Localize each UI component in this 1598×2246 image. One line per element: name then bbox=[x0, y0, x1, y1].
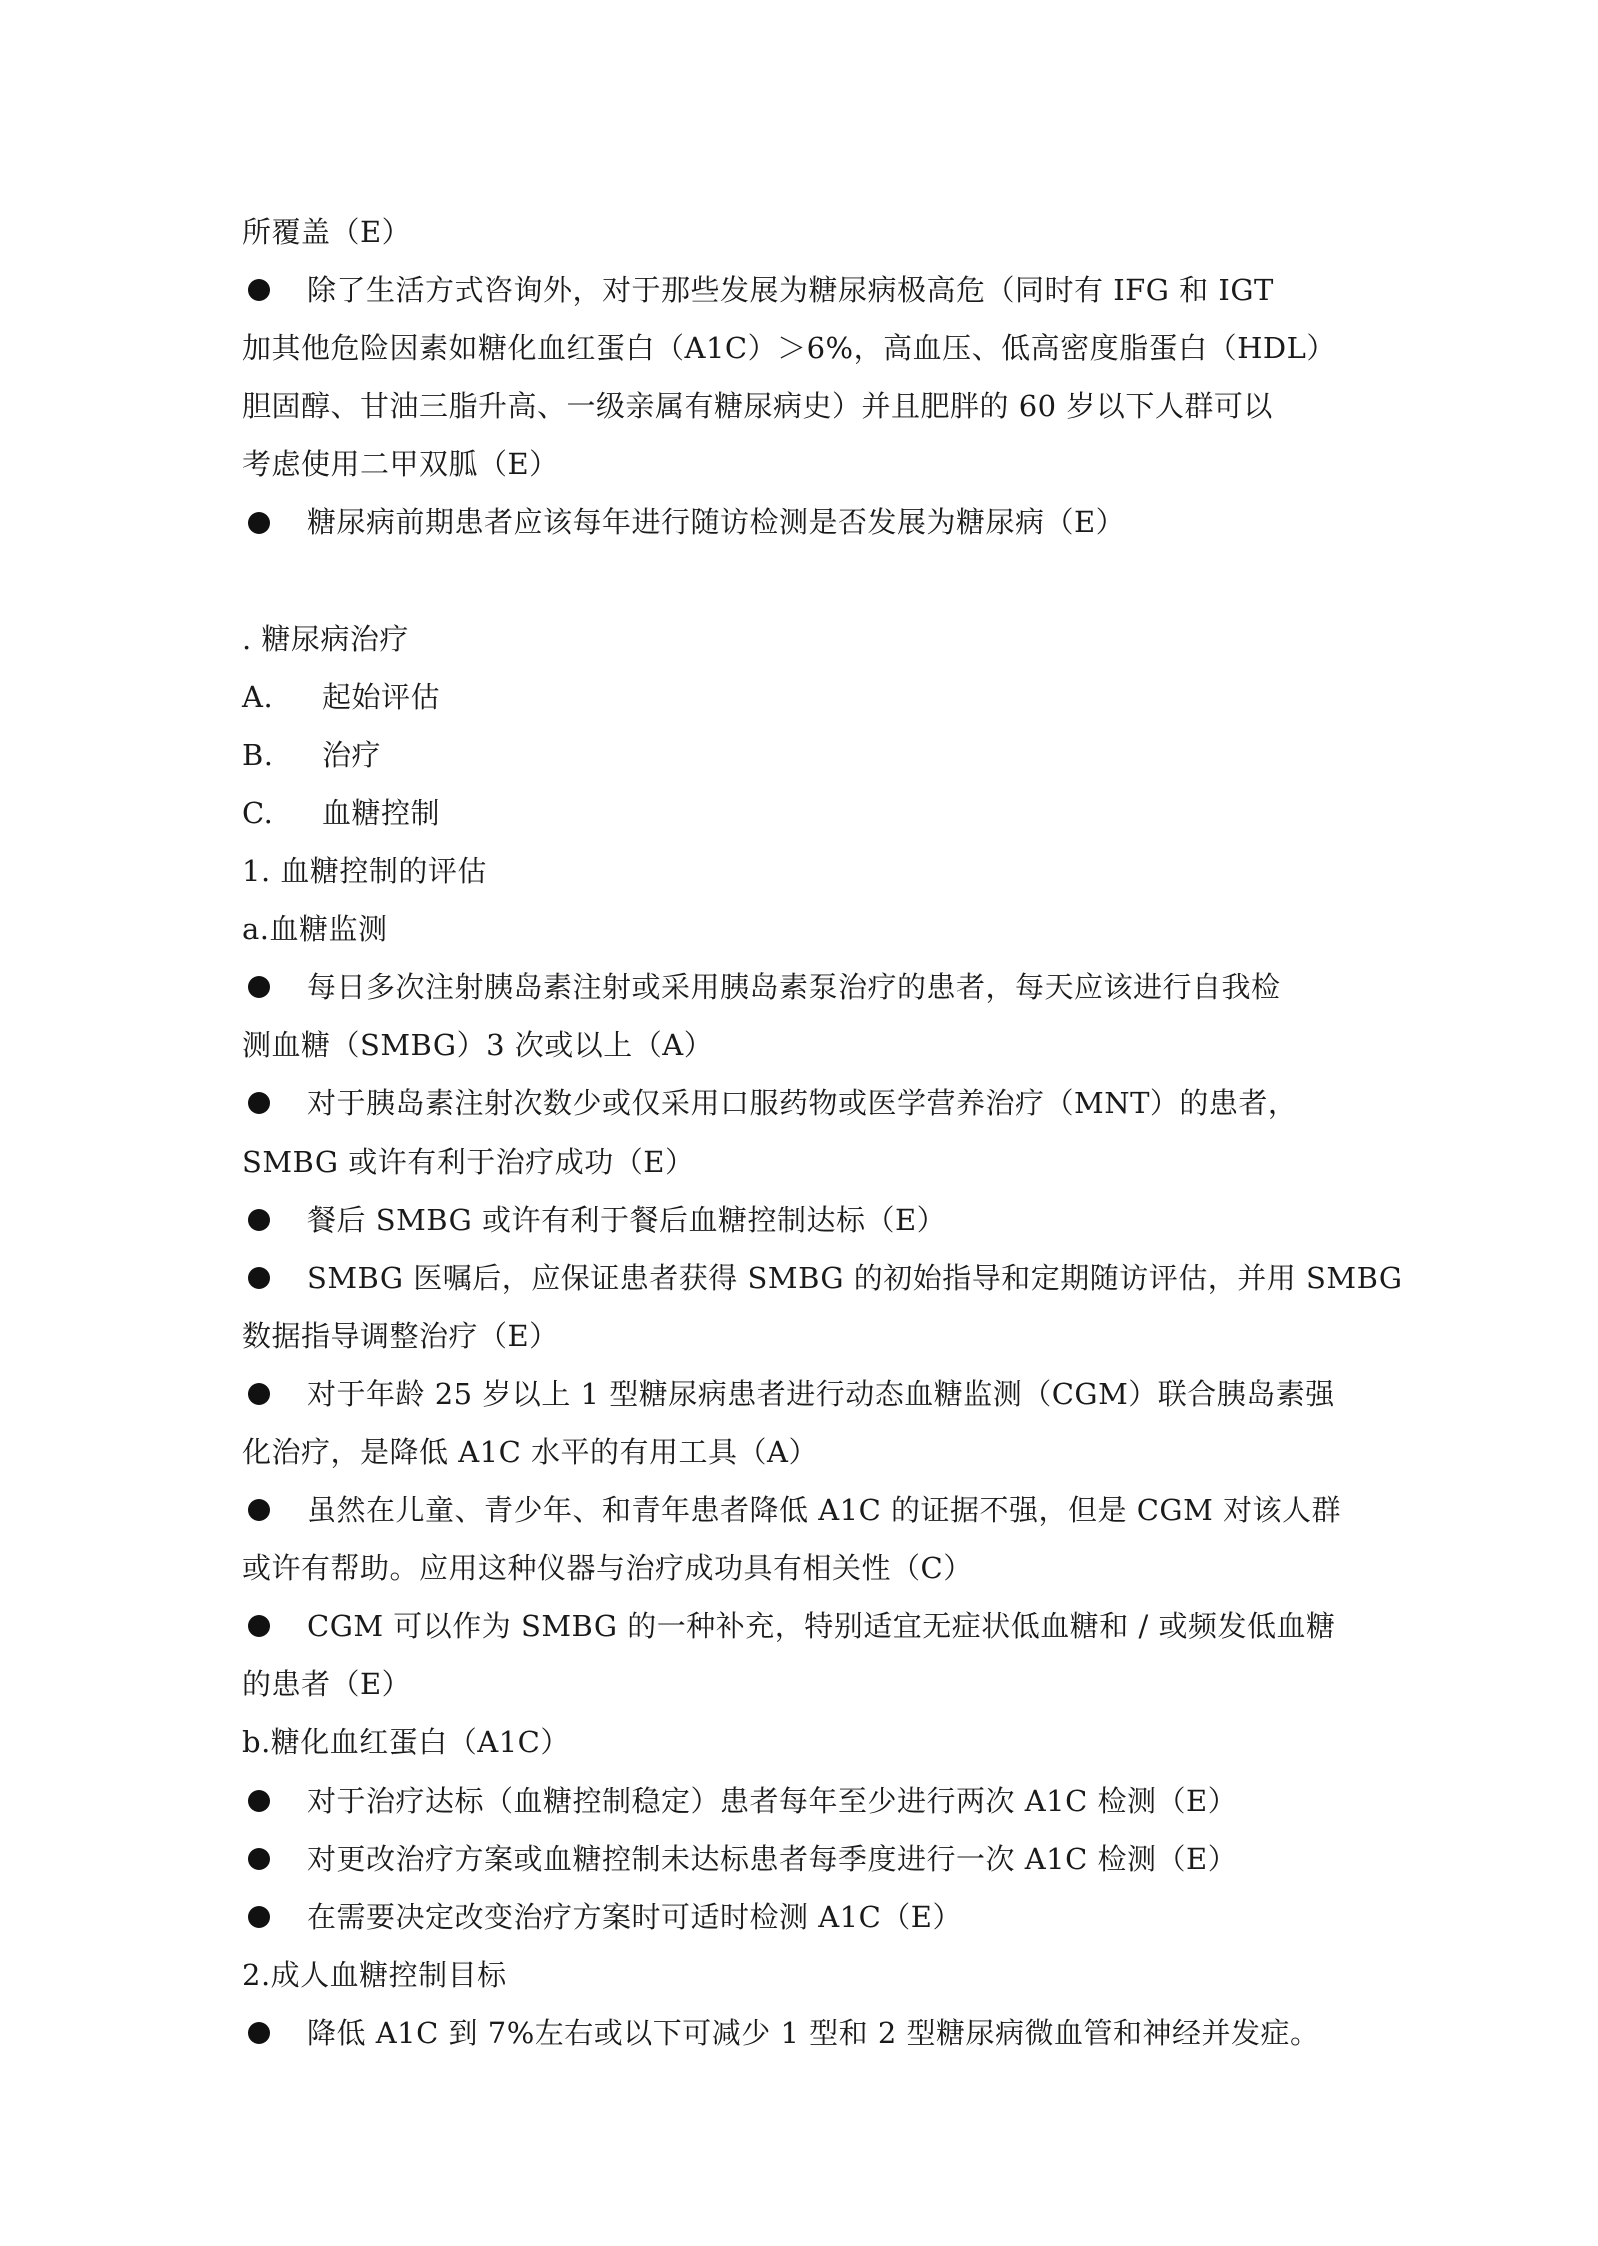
bullet-item bbox=[242, 1772, 1370, 1830]
bullet-text: 虽然在儿童、青少年、和青年患者降低 A1C 的证据不强，但是 CGM 对该人群 bbox=[307, 1493, 1342, 1528]
outline-text: 治疗 bbox=[322, 737, 382, 772]
bullet-icon bbox=[248, 1906, 270, 1928]
bullet-icon bbox=[248, 976, 270, 998]
bullet-icon bbox=[248, 1615, 270, 1637]
text-line: 1. 血糖控制的评估 bbox=[242, 854, 487, 889]
outline-item bbox=[242, 784, 1370, 842]
bullet-item bbox=[242, 1074, 1370, 1132]
bullet-item bbox=[242, 2004, 1370, 2062]
bullet-text: 对于治疗达标（血糖控制稳定）患者每年至少进行两次 A1C 检测（E） bbox=[307, 1783, 1238, 1818]
text-line: 2.成人血糖控制目标 bbox=[242, 1957, 507, 1992]
bullet-item bbox=[242, 1481, 1370, 1539]
bullet-text: 对于胰岛素注射次数少或仅采用口服药物或医学营养治疗（MNT）的患者， bbox=[307, 1086, 1298, 1121]
bullet-icon bbox=[248, 1848, 270, 1870]
text-line: 加其他危险因素如糖化血红蛋白（A1C）＞6%，高血压、低高密度脂蛋白（HDL） bbox=[242, 331, 1336, 366]
text-line: 或许有帮助。应用这种仪器与治疗成功具有相关性（C） bbox=[242, 1551, 973, 1586]
text-line: a.血糖监测 bbox=[242, 912, 388, 947]
bullet-text: 糖尿病前期患者应该每年进行随访检测是否发展为糖尿病（E） bbox=[307, 505, 1126, 540]
bullet-item bbox=[242, 261, 1370, 319]
bullet-icon bbox=[248, 1209, 270, 1231]
text-line: b.糖化血红蛋白（A1C） bbox=[242, 1725, 570, 1760]
bullet-text: CGM 可以作为 SMBG 的一种补充，特别适宜无症状低血糖和 / 或频发低血糖 bbox=[307, 1609, 1336, 1644]
bullet-item bbox=[242, 1249, 1403, 1307]
bullet-icon bbox=[248, 1092, 270, 1114]
outline-text: 起始评估 bbox=[322, 679, 441, 714]
bullet-icon bbox=[248, 512, 270, 534]
text-line: 所覆盖（E） bbox=[242, 215, 412, 249]
text-line: 胆固醇、甘油三脂升高、一级亲属有糖尿病史）并且肥胖的 60 岁以下人群可以 bbox=[242, 389, 1273, 424]
text-line: SMBG 或许有利于治疗成功（E） bbox=[242, 1144, 695, 1179]
text-line: 测血糖（SMBG）3 次或以上（A） bbox=[242, 1028, 714, 1063]
bullet-icon bbox=[248, 1383, 270, 1405]
bullet-item bbox=[242, 958, 1370, 1016]
text-line: 数据指导调整治疗（E） bbox=[242, 1318, 559, 1353]
bullet-icon bbox=[248, 279, 270, 301]
bullet-item bbox=[242, 1191, 1370, 1249]
bullet-text: 在需要决定改变治疗方案时可适时检测 A1C（E） bbox=[307, 1899, 962, 1934]
outline-item bbox=[242, 668, 1370, 726]
bullet-text: 每日多次注射胰岛素注射或采用胰岛素泵治疗的患者，每天应该进行自我检 bbox=[307, 970, 1281, 1005]
bullet-text: 对更改治疗方案或血糖控制未达标患者每季度进行一次 A1C 检测（E） bbox=[307, 1841, 1238, 1876]
text-line: 的患者（E） bbox=[242, 1667, 412, 1702]
outline-marker: C. bbox=[242, 795, 274, 830]
bullet-text: 对于年龄 25 岁以上 1 型糖尿病患者进行动态血糖监测（CGM）联合胰岛素强 bbox=[307, 1376, 1335, 1411]
bullet-text: 餐后 SMBG 或许有利于餐后血糖控制达标（E） bbox=[307, 1202, 947, 1237]
outline-item bbox=[242, 726, 1370, 784]
outline-marker: A. bbox=[242, 679, 274, 714]
text-line: 化治疗，是降低 A1C 水平的有用工具（A） bbox=[242, 1434, 818, 1469]
bullet-text: 除了生活方式咨询外，对于那些发展为糖尿病极高危（同时有 IFG 和 IGT bbox=[307, 273, 1274, 308]
text-line: . 糖尿病治疗 bbox=[242, 621, 409, 656]
bullet-item bbox=[242, 1888, 1370, 1946]
bullet-icon bbox=[248, 2022, 270, 2044]
bullet-icon bbox=[248, 1267, 270, 1289]
bullet-item bbox=[242, 1597, 1370, 1655]
bullet-item bbox=[242, 493, 1370, 551]
text-line: 考虑使用二甲双胍（E） bbox=[242, 447, 559, 482]
document-body bbox=[242, 203, 1403, 2062]
bullet-text: 降低 A1C 到 7%左右或以下可减少 1 型和 2 型糖尿病微血管和神经并发症。 bbox=[307, 2015, 1320, 2050]
blank-line bbox=[242, 552, 1370, 610]
bullet-icon bbox=[248, 1499, 270, 1521]
bullet-icon bbox=[248, 1790, 270, 1812]
outline-text: 血糖控制 bbox=[322, 795, 441, 830]
bullet-text: SMBG 医嘱后，应保证患者获得 SMBG 的初始指导和定期随访评估，并用 SMBG bbox=[307, 1260, 1403, 1295]
bullet-item bbox=[242, 1365, 1370, 1423]
outline-marker: B. bbox=[242, 737, 274, 772]
bullet-item bbox=[242, 1830, 1370, 1888]
